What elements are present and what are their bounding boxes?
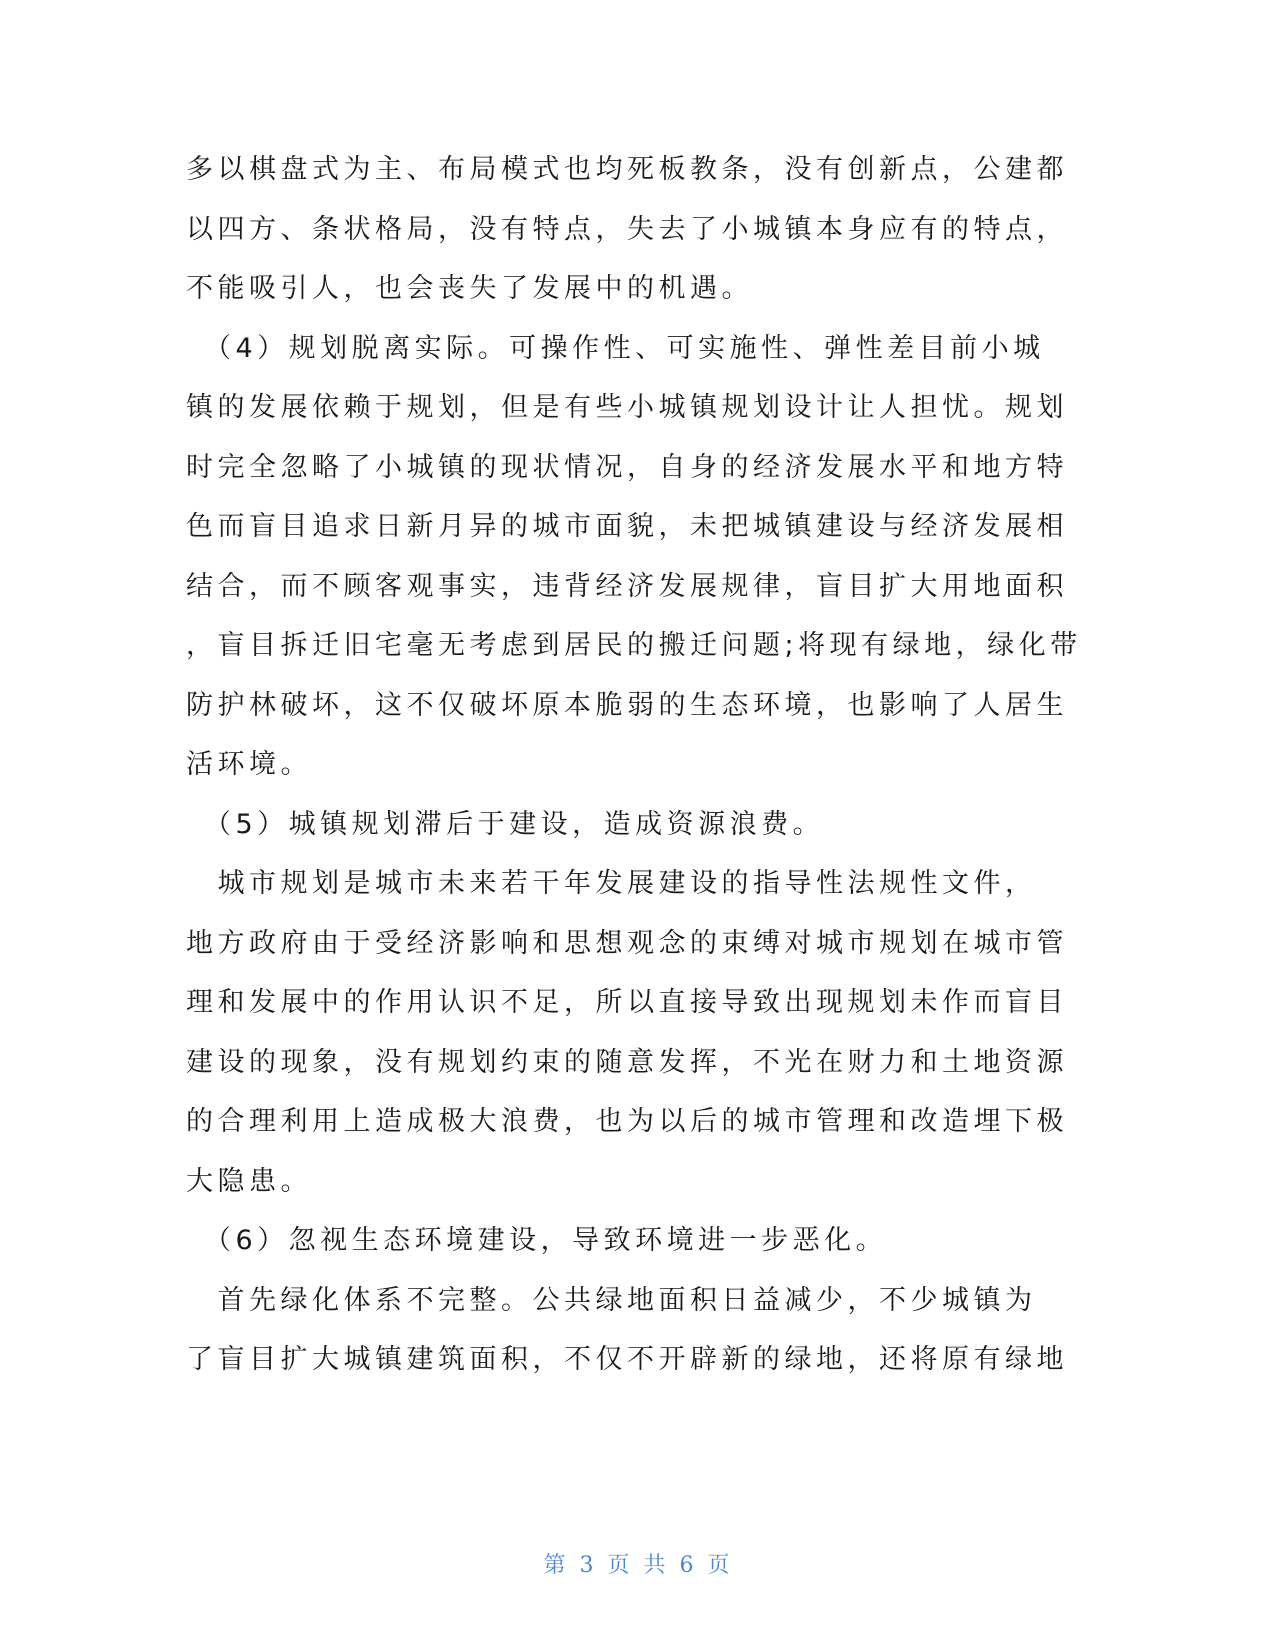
- text-line: 色而盲目追求日新月异的城市面貌，未把城镇建设与经济发展相: [186, 511, 1068, 542]
- page-label: 第: [543, 1553, 568, 1578]
- text-line: 城市规划是城市未来若干年发展建设的指导性法规性文件，: [186, 868, 1037, 899]
- page-label: 页: [607, 1553, 632, 1578]
- text-line: 镇的发展依赖于规划，但是有些小城镇规划设计让人担忧。规划: [186, 392, 1068, 423]
- text-line: 活环境。: [186, 749, 312, 780]
- text-line: ，盲目拆迁旧宅毫无考虑到居民的搬迁问题;将现有绿地，绿化带: [186, 630, 1082, 661]
- text-line: 理和发展中的作用认识不足，所以直接导致出现规划未作而盲目: [186, 987, 1068, 1018]
- total-pages-number: 6: [679, 1553, 696, 1578]
- text-line: 防护林破坏，这不仅破坏原本脆弱的生态环境，也影响了人居生: [186, 689, 1068, 721]
- text-line: 地方政府由于受经济影响和思想观念的束缚对城市规划在城市管: [186, 927, 1068, 959]
- text-line: 结合，而不顾客观事实，违背经济发展规律，盲目扩大用地面积: [186, 570, 1068, 602]
- page-number-footer: [0, 1548, 1275, 1579]
- text-line: 首先绿化体系不完整。公共绿地面积日益减少，不少城镇为: [186, 1284, 1037, 1316]
- text-line: 以四方、条状格局，没有特点，失去了小城镇本身应有的特点，: [186, 213, 1068, 245]
- text-line: （5）城镇规划滞后于建设，造成资源浪费。: [186, 808, 825, 840]
- text-line: 时完全忽略了小城镇的现状情况，自身的经济发展水平和地方特: [186, 451, 1068, 483]
- text-line: 大隐患。: [186, 1165, 312, 1197]
- text-line: 不能吸引人，也会丧失了发展中的机遇。: [186, 273, 753, 304]
- text-line: （4）规划脱离实际。可操作性、可实施性、弹性差目前小城: [186, 332, 1045, 364]
- page-label: 共: [643, 1553, 668, 1578]
- text-line: （6）忽视生态环境建设，导致环境进一步恶化。: [186, 1225, 888, 1256]
- page-label: 页: [707, 1553, 732, 1578]
- text-line: 的合理利用上造成极大浪费，也为以后的城市管理和改造埋下极: [186, 1106, 1068, 1137]
- text-line: 建设的现象，没有规划约束的随意发挥，不光在财力和土地资源: [186, 1046, 1068, 1078]
- body-text: [186, 140, 1082, 1390]
- text-line: 多以棋盘式为主、布局模式也均死板教条，没有创新点，公建都: [186, 154, 1068, 185]
- text-line: 了盲目扩大城镇建筑面积，不仅不开辟新的绿地，还将原有绿地: [186, 1344, 1068, 1375]
- current-page-number: 3: [579, 1553, 596, 1578]
